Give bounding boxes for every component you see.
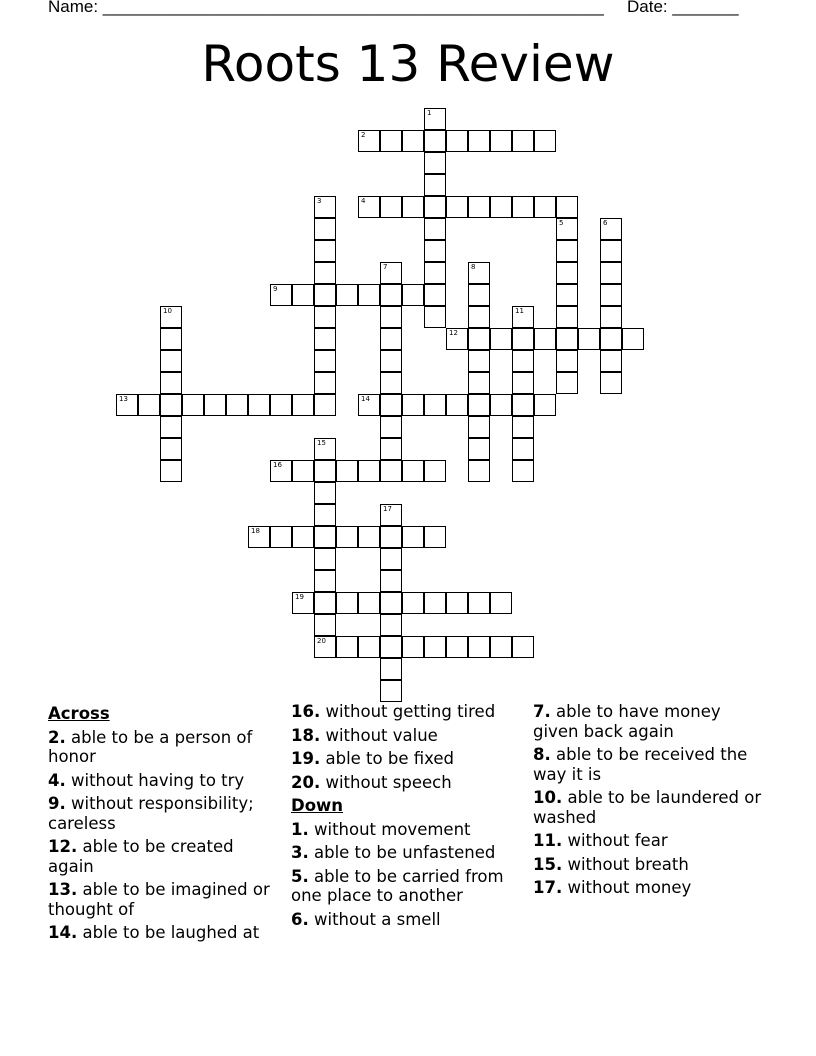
grid-cell[interactable] (600, 306, 622, 328)
grid-cell[interactable] (314, 372, 336, 394)
grid-cell[interactable] (358, 526, 380, 548)
grid-cell[interactable] (402, 460, 424, 482)
grid-cell[interactable] (292, 592, 314, 614)
grid-cell[interactable] (160, 416, 182, 438)
clue-num: 17. (533, 878, 563, 897)
clue-text: without speech (320, 772, 452, 792)
grid-cell[interactable] (468, 636, 490, 658)
grid-cell[interactable] (314, 592, 336, 614)
across-heading: Across (48, 704, 110, 723)
clue-number-17: 17 (383, 505, 392, 513)
grid-cell[interactable] (380, 526, 402, 548)
grid-cell[interactable] (160, 350, 182, 372)
clue-num: 10. (533, 788, 563, 807)
clue-item (48, 771, 276, 791)
clue-number-20: 20 (317, 637, 326, 645)
grid-cell[interactable] (402, 592, 424, 614)
grid-cell[interactable] (556, 372, 578, 394)
grid-cell[interactable] (314, 504, 336, 526)
page-title: Roots 13 Review (201, 35, 615, 93)
clue-number-2: 2 (361, 131, 366, 139)
grid-cell[interactable] (468, 372, 490, 394)
grid-cell[interactable] (380, 570, 402, 592)
clue-num: 3. (291, 843, 309, 862)
grid-cell[interactable] (160, 328, 182, 350)
grid-cell[interactable] (160, 394, 182, 416)
clue-item (48, 837, 276, 876)
grid-cell[interactable] (512, 196, 534, 218)
grid-cell[interactable] (248, 526, 270, 548)
grid-cell[interactable] (314, 614, 336, 636)
grid-cell[interactable] (424, 130, 446, 152)
grid-cell[interactable] (490, 196, 512, 218)
clue-item (48, 794, 276, 833)
grid-cell[interactable] (402, 284, 424, 306)
grid-cell[interactable] (380, 460, 402, 482)
grid-cell[interactable] (402, 196, 424, 218)
grid-cell[interactable] (380, 416, 402, 438)
grid-cell[interactable] (468, 196, 490, 218)
grid-cell[interactable] (314, 196, 336, 218)
grid-cell[interactable] (204, 394, 226, 416)
grid-cell[interactable] (556, 284, 578, 306)
clue-text: without breath (562, 854, 689, 874)
clue-item (533, 878, 768, 898)
clue-num: 8. (533, 745, 551, 764)
grid-cell[interactable] (402, 526, 424, 548)
clue-number-3: 3 (317, 197, 322, 205)
clue-text: able to be created again (48, 837, 234, 876)
grid-cell[interactable] (600, 262, 622, 284)
grid-cell[interactable] (534, 394, 556, 416)
clue-text: able to be imagined or thought of (48, 880, 270, 919)
grid-cell[interactable] (512, 416, 534, 438)
grid-cell[interactable] (270, 284, 292, 306)
grid-cell[interactable] (314, 218, 336, 240)
grid-cell[interactable] (380, 284, 402, 306)
clue-num: 4. (48, 770, 66, 790)
down-heading: Down (291, 796, 344, 815)
grid-cell[interactable] (446, 328, 468, 350)
grid-cell[interactable] (490, 394, 512, 416)
grid-cell[interactable] (512, 306, 534, 328)
clue-num: 11. (533, 831, 563, 850)
grid-cell[interactable] (380, 328, 402, 350)
grid-cell[interactable] (468, 394, 490, 416)
grid-cell[interactable] (314, 328, 336, 350)
grid-cell[interactable] (314, 460, 336, 482)
clue-number-9: 9 (273, 285, 278, 293)
grid-cell[interactable] (556, 218, 578, 240)
grid-cell[interactable] (424, 526, 446, 548)
clue-text: able to be carried from one place to another (291, 866, 504, 905)
grid-cell[interactable] (512, 328, 534, 350)
grid-cell[interactable] (556, 240, 578, 262)
clue-item (291, 910, 519, 930)
grid-cell[interactable] (600, 328, 622, 350)
grid-cell[interactable] (380, 658, 402, 680)
grid-cell[interactable] (468, 130, 490, 152)
grid-cell[interactable] (468, 592, 490, 614)
name-field[interactable]: Name: _____________________________________________________ (48, 0, 604, 16)
clue-text: able to be laundered or washed (533, 788, 762, 827)
grid-cell[interactable] (292, 526, 314, 548)
grid-cell[interactable] (600, 240, 622, 262)
grid-cell[interactable] (512, 372, 534, 394)
grid-cell[interactable] (490, 636, 512, 658)
clue-text: without fear (562, 831, 668, 850)
clue-num: 5. (291, 866, 309, 886)
grid-cell[interactable] (182, 394, 204, 416)
grid-cell[interactable] (314, 306, 336, 328)
grid-cell[interactable] (358, 460, 380, 482)
grid-cell[interactable] (402, 130, 424, 152)
clue-num: 16. (291, 702, 321, 721)
grid-cell[interactable] (600, 218, 622, 240)
clue-number-13: 13 (119, 395, 128, 403)
grid-cell[interactable] (556, 196, 578, 218)
clue-text: able to be received the way it is (533, 745, 748, 784)
grid-cell[interactable] (446, 636, 468, 658)
grid-cell[interactable] (490, 130, 512, 152)
grid-cell[interactable] (380, 438, 402, 460)
clue-number-14: 14 (361, 395, 370, 403)
grid-cell[interactable] (512, 350, 534, 372)
clue-num: 12. (48, 837, 78, 856)
grid-cell[interactable] (468, 262, 490, 284)
grid-cell[interactable] (556, 328, 578, 350)
clue-item (533, 831, 768, 851)
grid-cell[interactable] (468, 328, 490, 350)
grid-cell[interactable] (314, 438, 336, 460)
grid-cell[interactable] (468, 350, 490, 372)
grid-cell[interactable] (512, 130, 534, 152)
grid-cell[interactable] (490, 328, 512, 350)
clue-number-4: 4 (361, 197, 366, 205)
date-field[interactable]: Date: _______ (627, 0, 739, 16)
clue-item (291, 726, 519, 746)
across-clue-list-continued (291, 702, 519, 792)
grid-cell[interactable] (292, 394, 314, 416)
grid-cell[interactable] (380, 680, 402, 702)
grid-cell[interactable] (490, 592, 512, 614)
grid-cell[interactable] (622, 328, 644, 350)
grid-cell[interactable] (402, 636, 424, 658)
grid-cell[interactable] (160, 372, 182, 394)
grid-cell[interactable] (160, 438, 182, 460)
grid-cell[interactable] (380, 350, 402, 372)
clue-text: able to have money given back again (533, 702, 721, 741)
clue-text: without money (562, 878, 692, 897)
grid-cell[interactable] (380, 504, 402, 526)
clue-text: able to be fixed (320, 749, 454, 768)
clue-text: able to be unfastened (308, 843, 496, 862)
grid-cell[interactable] (402, 394, 424, 416)
grid-cell[interactable] (380, 130, 402, 152)
clue-number-15: 15 (317, 439, 326, 447)
down-clue-list (291, 820, 519, 930)
grid-cell[interactable] (424, 284, 446, 306)
clue-num: 15. (533, 854, 563, 874)
clue-text: able to be laughed at (77, 923, 260, 942)
clue-item (291, 867, 519, 906)
clue-number-1: 1 (427, 109, 432, 117)
grid-cell[interactable] (358, 196, 380, 218)
clue-number-6: 6 (603, 219, 608, 227)
clue-num: 6. (291, 909, 309, 929)
grid-cell[interactable] (424, 108, 446, 130)
grid-cell[interactable] (534, 196, 556, 218)
grid-cell[interactable] (380, 636, 402, 658)
clue-num: 20. (291, 772, 321, 792)
grid-cell[interactable] (446, 196, 468, 218)
grid-cell[interactable] (358, 394, 380, 416)
across-clue-list (48, 728, 276, 943)
grid-cell[interactable] (424, 394, 446, 416)
grid-cell[interactable] (270, 526, 292, 548)
clue-item (48, 880, 276, 919)
grid-cell[interactable] (556, 262, 578, 284)
clue-number-11: 11 (515, 307, 524, 315)
clue-number-12: 12 (449, 329, 458, 337)
grid-cell[interactable] (336, 636, 358, 658)
grid-cell[interactable] (424, 306, 446, 328)
clue-num: 1. (291, 819, 309, 839)
grid-cell[interactable] (314, 284, 336, 306)
grid-cell[interactable] (226, 394, 248, 416)
clue-item (291, 702, 519, 722)
grid-cell[interactable] (358, 130, 380, 152)
grid-cell[interactable] (336, 592, 358, 614)
grid-cell[interactable] (314, 350, 336, 372)
clue-item (533, 788, 768, 827)
clue-number-8: 8 (471, 263, 476, 271)
clue-number-10: 10 (163, 307, 172, 315)
grid-cell[interactable] (380, 196, 402, 218)
grid-cell[interactable] (424, 262, 446, 284)
grid-cell[interactable] (380, 306, 402, 328)
grid-cell[interactable] (380, 394, 402, 416)
grid-cell[interactable] (270, 460, 292, 482)
grid-cell[interactable] (160, 460, 182, 482)
clue-num: 9. (48, 794, 66, 813)
grid-cell[interactable] (314, 262, 336, 284)
grid-cell[interactable] (578, 328, 600, 350)
clue-text: able to be a person of honor (48, 727, 253, 766)
grid-cell[interactable] (248, 394, 270, 416)
grid-cell[interactable] (314, 636, 336, 658)
grid-cell[interactable] (424, 152, 446, 174)
grid-cell[interactable] (314, 570, 336, 592)
clue-item (533, 745, 768, 784)
clue-item (291, 843, 519, 863)
grid-cell[interactable] (424, 196, 446, 218)
grid-cell[interactable] (380, 262, 402, 284)
clue-item (291, 773, 519, 793)
grid-cell[interactable] (314, 394, 336, 416)
clue-num: 14. (48, 923, 78, 942)
clue-num: 18. (291, 725, 321, 745)
grid-cell[interactable] (314, 482, 336, 504)
grid-cell[interactable] (138, 394, 160, 416)
clue-num: 7. (533, 702, 551, 721)
clue-number-16: 16 (273, 461, 282, 469)
grid-cell[interactable] (512, 636, 534, 658)
grid-cell[interactable] (468, 284, 490, 306)
grid-cell[interactable] (292, 284, 314, 306)
grid-cell[interactable] (600, 372, 622, 394)
grid-cell[interactable] (424, 592, 446, 614)
grid-cell[interactable] (446, 130, 468, 152)
grid-cell[interactable] (468, 416, 490, 438)
grid-cell[interactable] (600, 284, 622, 306)
clue-column-1 (48, 702, 276, 947)
grid-cell[interactable] (358, 636, 380, 658)
clue-num: 19. (291, 749, 321, 768)
down-clue-list-continued (533, 702, 768, 898)
grid-cell[interactable] (424, 218, 446, 240)
grid-cell[interactable] (292, 460, 314, 482)
grid-cell[interactable] (424, 174, 446, 196)
clue-item (533, 702, 768, 741)
clue-text: without responsibility; careless (48, 794, 254, 833)
clue-column-3 (533, 702, 768, 902)
grid-cell[interactable] (270, 394, 292, 416)
clue-column-2 (291, 702, 519, 933)
grid-cell[interactable] (424, 460, 446, 482)
grid-cell[interactable] (336, 526, 358, 548)
grid-cell[interactable] (380, 548, 402, 570)
clue-number-5: 5 (559, 219, 564, 227)
grid-cell[interactable] (512, 460, 534, 482)
grid-cell[interactable] (160, 306, 182, 328)
clue-number-18: 18 (251, 527, 260, 535)
clue-text: without getting tired (320, 702, 496, 721)
clue-text: without value (320, 725, 438, 745)
clue-num: 2. (48, 727, 66, 747)
clue-item (291, 749, 519, 769)
grid-cell[interactable] (534, 130, 556, 152)
clue-text: without a smell (308, 909, 441, 929)
grid-cell[interactable] (116, 394, 138, 416)
grid-cell[interactable] (534, 328, 556, 350)
grid-cell[interactable] (556, 306, 578, 328)
grid-cell[interactable] (468, 438, 490, 460)
grid-cell[interactable] (358, 592, 380, 614)
grid-cell[interactable] (468, 460, 490, 482)
clue-number-19: 19 (295, 593, 304, 601)
grid-cell[interactable] (380, 372, 402, 394)
clue-item (291, 820, 519, 840)
clue-text: without having to try (65, 770, 245, 790)
grid-cell[interactable] (424, 636, 446, 658)
grid-cell[interactable] (314, 240, 336, 262)
grid-cell[interactable] (380, 592, 402, 614)
clue-num: 13. (48, 880, 78, 899)
grid-cell[interactable] (314, 548, 336, 570)
grid-cell[interactable] (336, 284, 358, 306)
grid-cell[interactable] (512, 438, 534, 460)
grid-cell[interactable] (446, 592, 468, 614)
grid-cell[interactable] (446, 394, 468, 416)
clue-item (48, 923, 276, 943)
clue-text: without movement (308, 819, 471, 839)
clue-number-7: 7 (383, 263, 388, 271)
grid-cell[interactable] (336, 460, 358, 482)
grid-cell[interactable] (556, 350, 578, 372)
grid-cell[interactable] (512, 394, 534, 416)
grid-cell[interactable] (468, 306, 490, 328)
grid-cell[interactable] (358, 284, 380, 306)
grid-cell[interactable] (600, 350, 622, 372)
grid-cell[interactable] (314, 526, 336, 548)
grid-cell[interactable] (424, 240, 446, 262)
clue-item (48, 728, 276, 767)
clue-item (533, 855, 768, 875)
grid-cell[interactable] (380, 614, 402, 636)
